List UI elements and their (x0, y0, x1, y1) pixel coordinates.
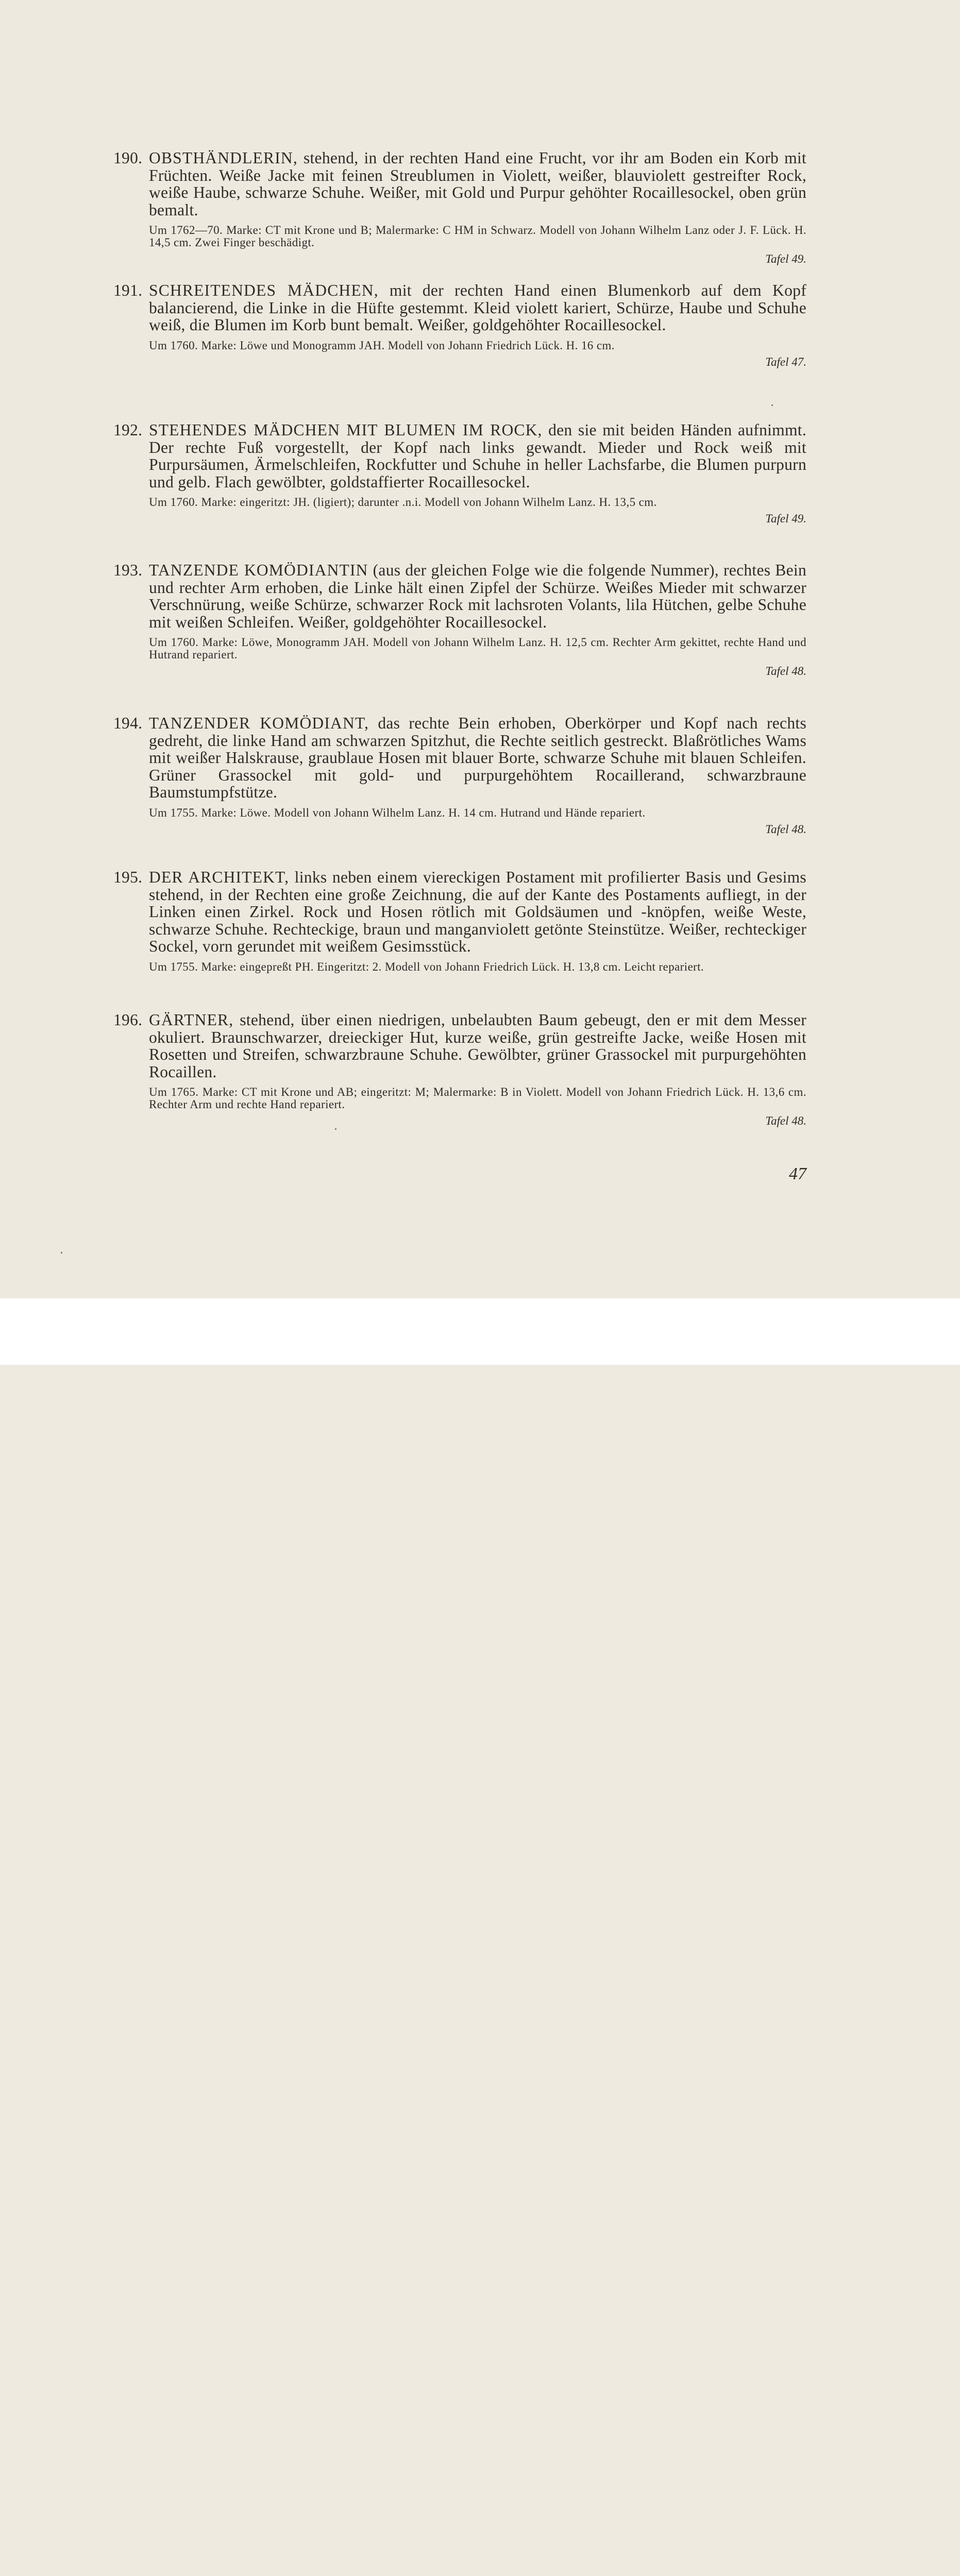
entry-plate-reference: Tafel 48. (765, 1114, 806, 1127)
entry-description (113, 715, 806, 801)
footer-bar (0, 1298, 960, 1365)
entry-number: 191. (113, 281, 143, 299)
entry-description (113, 869, 806, 955)
catalog-entry-195 (113, 869, 806, 973)
entry-note: Um 1760. Marke: Löwe, Monogramm JAH. Modell von Johann Wilhelm Lanz. H. 12,5 cm. Rechter Arm gekittet, rechte Hand und Hutrand repariert. (149, 636, 806, 661)
entry-description (113, 421, 806, 490)
entry-title: TANZENDE KOMÖDIANTIN (149, 561, 368, 579)
catalog-entry-193 (113, 562, 806, 678)
entry-number: 190. (113, 149, 143, 167)
catalog-entry-194 (113, 715, 806, 836)
entry-number: 193. (113, 561, 143, 579)
paper-speck (61, 1252, 62, 1253)
entry-plate-reference: Tafel 48. (765, 822, 806, 836)
entry-title: SCHREITENDES MÄDCHEN, (149, 281, 379, 299)
page-number: 47 (789, 1164, 806, 1183)
entry-title: DER ARCHITEKT, (149, 868, 290, 886)
paper-speck (771, 404, 773, 406)
entry-text: stehend, in der rechten Hand eine Frucht, vor ihr am Boden ein Korb mit Früchten. Weiße Jacke mit feinen Streublumen in Violett, weißer, blauviolett gestreifter Rock, weiße Haube, schwarze Schuhe. Weißer, mit Gold und Purpur gehöhter Rocaillesockel, oben grün bemalt. (149, 149, 806, 219)
entry-title: STEHENDES MÄDCHEN MIT BLUMEN IM ROCK, (149, 421, 543, 439)
entry-number: 195. (113, 868, 143, 886)
entry-note: Um 1765. Marke: CT mit Krone und AB; eingeritzt: M; Malermarke: B in Violett. Modell von Johann Friedrich Lück. H. 13,6 cm. Rechter Arm und rechte Hand repariert. (149, 1086, 806, 1111)
entry-text: (aus der gleichen Folge wie die folgende Nummer), rechtes Bein und rechter Arm erhoben, die Linke hält einen Zipfel der Schürze. Weißes Mieder mit schwarzer Verschnürung, weiße Schürze, schwarzer Rock mit lachsroten Volants, lila Hütchen, gelbe Schuhe mit weißen Schleifen. Weißer, goldgehöhter Rocaillesockel. (149, 561, 806, 631)
entry-text: das rechte Bein erhoben, Oberkörper und Kopf nach rechts gedreht, die linke Hand am schwarzen Spitzhut, die Rechte seitlich gestreckt. Blaßrötliches Wams mit weißer Halskrause, graublaue Hosen mit blauer Borte, schwarze Schuhe mit blauen Schleifen. Grüner Grassockel mit gold- und purpurgehöhtem Rocaillerand, schwarzbraune Baumstumpfstütze. (149, 714, 806, 801)
catalog-entry-196 (113, 1011, 806, 1128)
entry-number: 192. (113, 421, 143, 439)
paper-speck (335, 1128, 336, 1130)
entry-plate-reference: Tafel 49. (765, 252, 806, 265)
entry-text: links neben einem viereckigen Postament mit profilierter Basis und Gesims stehend, in der Rechten eine große Zeichnung, die auf der Kante des Postaments aufliegt, in der Linken einen Zirkel. Rock und Hosen rötlich mit Goldsäumen und -knöpfen, weiße Weste, schwarze Schuhe. Rechteckige, braun und manganviolett getönte Steinstütze. Weißer, rechteckiger Sockel, vorn gerundet mit weißem Gesimsstück. (149, 868, 806, 955)
entry-title: TANZENDER KOMÖDIANT, (149, 714, 369, 732)
entry-note: Um 1760. Marke: Löwe und Monogramm JAH. Modell von Johann Friedrich Lück. H. 16 cm. (149, 338, 615, 352)
entry-number: 196. (113, 1011, 143, 1029)
entry-note: Um 1755. Marke: eingepreßt PH. Eingeritzt: 2. Modell von Johann Friedrich Lück. H. 13,8 cm. Leicht repariert. (149, 960, 704, 973)
entry-description (113, 149, 806, 218)
catalog-entry-192 (113, 421, 806, 526)
catalog-entry-191 (113, 282, 806, 369)
entry-note: Um 1762—70. Marke: CT mit Krone und B; Malermarke: C HM in Schwarz. Modell von Johann Wilhelm Lanz oder J. F. Lück. H. 14,5 cm. Zwei Finger beschädigt. (149, 224, 806, 249)
entry-text: den sie mit beiden Händen aufnimmt. Der rechte Fuß vorgestellt, der Kopf nach links gewandt. Mieder und Rock weiß mit Purpursäumen, Ärmelschleifen, Rockfutter und Schuhe in heller Lachsfarbe, die Blumen purpurn und gelb. Flach gewölbter, goldstaffierter Rocaillesockel. (149, 421, 806, 491)
entry-plate-reference: Tafel 48. (765, 665, 806, 677)
entry-description (113, 282, 806, 334)
entry-number: 194. (113, 714, 143, 732)
entry-plate-reference: Tafel 47. (765, 355, 806, 368)
entry-description (113, 1011, 806, 1080)
entry-text: mit der rechten Hand einen Blumenkorb auf dem Kopf balancierend, die Linke in die Hüfte gestemmt. Kleid violett kariert, Schürze, Haube und Schuhe weiß, die Blumen im Korb bunt bemalt. Weißer, goldgehöhter Rocaillesockel. (149, 281, 806, 334)
entry-title: OBSTHÄNDLERIN, (149, 149, 298, 167)
entry-plate-reference: Tafel 49. (765, 512, 806, 525)
entry-description (113, 562, 806, 631)
entry-note: Um 1755. Marke: Löwe. Modell von Johann Wilhelm Lanz. H. 14 cm. Hutrand und Hände repariert. (149, 806, 646, 819)
catalog-entry-190 (113, 149, 806, 266)
entry-title: GÄRTNER, (149, 1011, 234, 1029)
entry-note: Um 1760. Marke: eingeritzt: JH. (ligiert); darunter .n.i. Modell von Johann Wilhelm Lanz. H. 13,5 cm. (149, 496, 657, 509)
entry-text: stehend, über einen niedrigen, unbelaubten Baum gebeugt, den er mit dem Messer okuliert. Braunschwarzer, dreieckiger Hut, kurze weiße, grün gestreifte Jacke, weiße Hosen mit Rosetten und Streifen, schwarzbraune Schuhe. Gewölbter, grüner Grassockel mit purpurgehöhten Rocaillen. (149, 1011, 806, 1081)
